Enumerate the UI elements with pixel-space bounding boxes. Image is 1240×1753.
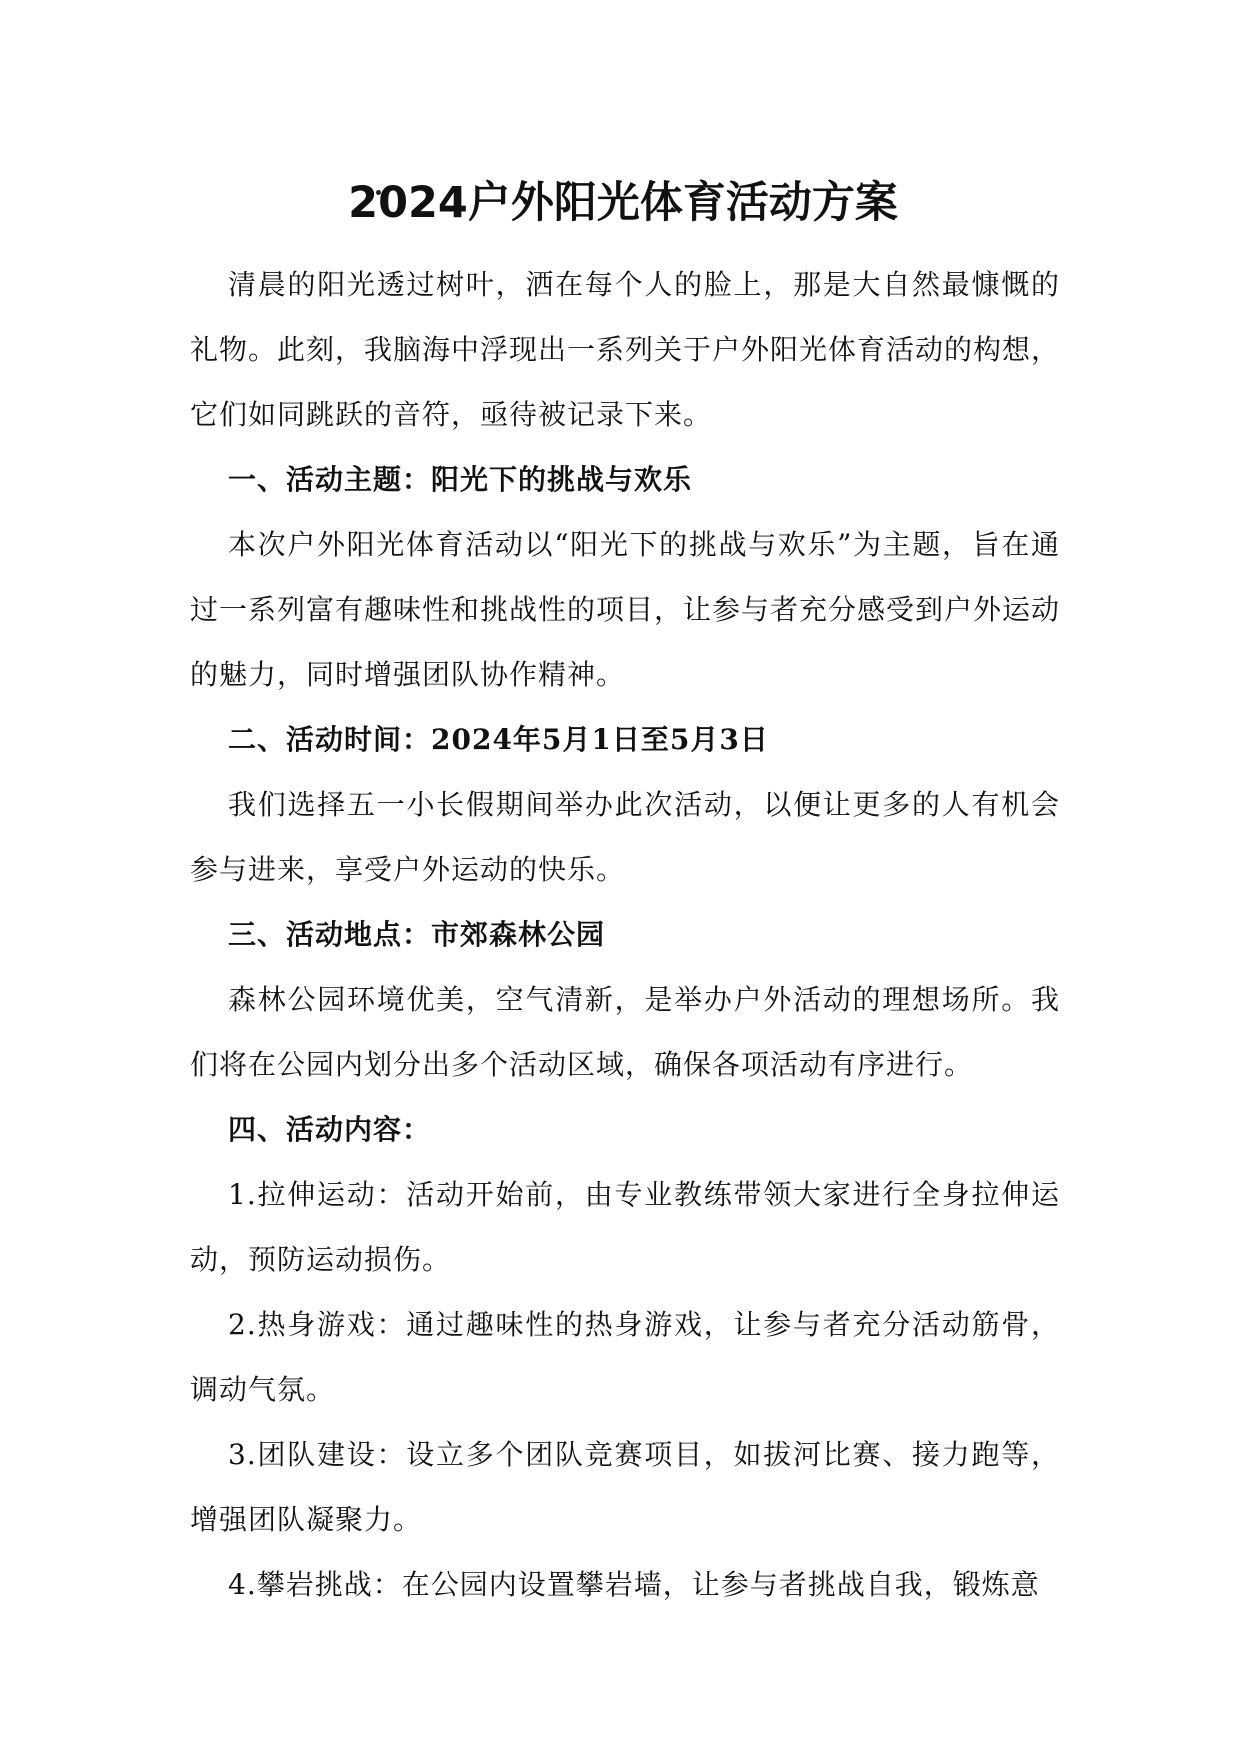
intro-paragraph: 清晨的阳光透过树叶，洒在每个人的脸上，那是大自然最慷慨的礼物。此刻，我脑海中浮现出一系列关于户外阳光体育活动的构想，它们如同跳跃的音符，亟待被记录下来。 — [190, 268, 1061, 431]
section-heading-location: 三、活动地点：市郊森林公园 — [228, 918, 606, 951]
content-item-warmup: 2.热身游戏：通过趣味性的热身游戏，让参与者充分活动筋骨，调动气氛。 — [190, 1308, 1060, 1406]
content-item-teambuilding: 3.团队建设：设立多个团队竞赛项目，如拔河比赛、接力跑等，增强团队凝聚力。 — [190, 1438, 1060, 1536]
section-heading-theme: 一、活动主题：阳光下的挑战与欢乐 — [228, 463, 693, 496]
content-item-stretching: 1.拉伸运动：活动开始前，由专业教练带领大家进行全身拉伸运动，预防运动损伤。 — [190, 1178, 1060, 1276]
content-item-climbing: 4.攀岩挑战：在公园内设置攀岩墙，让参与者挑战自我，锻炼意 — [228, 1568, 1040, 1601]
section-heading-time: 二、活动时间：2024年5月1日至5月3日 — [228, 723, 769, 756]
document-body — [190, 252, 1060, 1617]
location-paragraph: 森林公园环境优美，空气清新，是举办户外活动的理想场所。我们将在公园内划分出多个活动区域，确保各项活动有序进行。 — [190, 983, 1060, 1081]
document-title: 2024户外阳光体育活动方案 — [348, 178, 898, 228]
theme-paragraph: 本次户外阳光体育活动以“阳光下的挑战与欢乐”为主题，旨在通过一系列富有趣味性和挑战性的项目，让参与者充分感受到户外运动的魅力，同时增强团队协作精神。 — [190, 528, 1061, 691]
time-paragraph: 我们选择五一小长假期间举办此次活动，以便让更多的人有机会参与进来，享受户外运动的快乐。 — [190, 788, 1060, 886]
section-heading-content: 四、活动内容： — [228, 1113, 432, 1146]
